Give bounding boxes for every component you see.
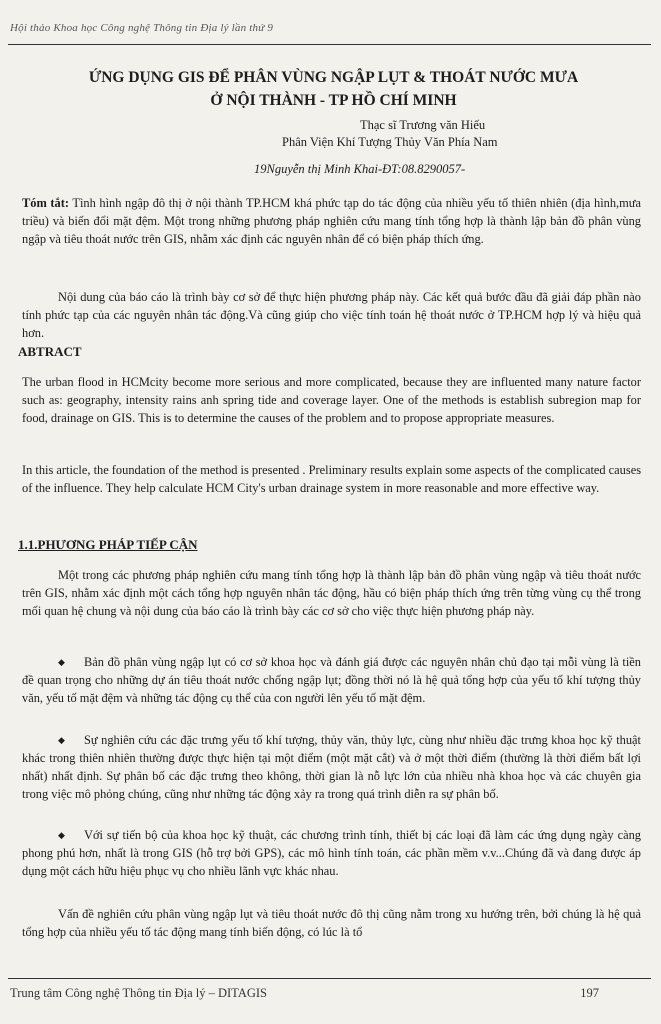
author-block: [282, 117, 498, 151]
summary-paragraph-2: Nội dung của báo cáo là trình bày cơ sở để thực hiện phương pháp này. Các kết quả bước đầu đã giải đáp phần nào tính phức tạp của các nguyên nhân tác động.Và cũng giúp cho việc tính toán hệ thoát nước ở TP.HCM hợp lý và hiệu quả hơn.: [22, 290, 641, 340]
abstract-paragraph-1: The urban flood in HCMcity become more serious and more complicated, because they are influented many nature factor such as: geography, intensity rains anh spring tide and coverage layer. One of the methods is establish subregion map for food, drainage on GIS. This is to determine the causes of the problem and to propose appropriate measures.: [22, 375, 641, 425]
summary-text-1: Tình hình ngập đô thị ở nội thành TP.HCM khá phức tạp do tác động của nhiều yếu tố thiên nhiên (địa hình,mưa triều) và biến đổi mặt đệm. Một trong những phương pháp nghiên cứu mang tính tổng hợp là thành lập bản đồ phân vùng ngập và tiêu thoát nước trên GIS, nhằm xác định các nguyên nhân để có biện pháp thích ứng.: [22, 196, 642, 246]
section-paragraph-2: Vấn đề nghiên cứu phân vùng ngập lụt và tiêu thoát nước đô thị cũng nằm trong xu hướng trên, bởi chúng là hệ quả tổng hợp của nhiều yếu tố tác động mang tính biến động, có lúc là tổ: [22, 907, 641, 939]
author-affiliation: Phân Viện Khí Tượng Thủy Văn Phía Nam: [282, 135, 498, 149]
title-line-1: ỨNG DỤNG GIS ĐỂ PHÂN VÙNG NGẬP LỤT & THOÁT NƯỚC MƯA: [88, 69, 579, 86]
abstract-heading: ABTRACT: [18, 344, 82, 359]
header-rule: [8, 44, 651, 45]
summary-label: Tóm tắt:: [22, 196, 69, 210]
section-paragraph-1: Một trong các phương pháp nghiên cứu mang tính tổng hợp là thành lập bản đồ phân vùng ngập và tiêu thoát nước trên GIS, nhằm xác định một cách tổng hợp nguyên nhân tác động, hầu có biện pháp thích ứng trên từng vùng cụ thể trong mối quan hệ chung và nội dung của báo cáo là trình bày các cơ sở cho việc thực hiện phương pháp này.: [22, 568, 641, 618]
abstract-paragraph-2: In this article, the foundation of the method is presented . Preliminary results explain some aspects of the complicated causes of the influence. They help calculate HCM City's urban drainage system in more reasonable and more effective way.: [22, 463, 642, 495]
diamond-bullet-icon: ◆: [58, 657, 65, 667]
bullet-text-3: Với sự tiến bộ của khoa học kỹ thuật, các chương trình tính, thiết bị các loại đã làm các ứng dụng ngày càng phong phú hơn, nhất là trong GIS (hỗ trợ bởi GPS), các mô hình tính toán, các phần mềm v.v...Chúng đã và đang được áp dụng một cách hữu hiệu phục vụ cho nhiều lãnh vực khác nhau.: [22, 828, 641, 878]
footer-rule: [8, 978, 651, 979]
paper-title: [24, 66, 643, 112]
bullet-text-2: Sự nghiên cứu các đặc trưng yếu tố khí tượng, thủy văn, thủy lực, cùng như nhiều đặc trưng khoa học kỹ thuật khác trong thiên nhiên thường được thực hiện tại một điểm (một mặt cắt) và ở một thời điểm (thường là thời điểm bất lợi nhất) nhất định. Sự phân bố các đặc trưng theo không, thời gian là nỗ lực lớn của nhiều nhà khoa học và các chuyên gia trong việc mô phỏng chúng, cũng như những tác động xảy ra trong quá trình diễn ra sự phân bố.: [22, 733, 641, 801]
bullet-item-2: [22, 731, 641, 803]
summary-paragraph-1: [22, 194, 641, 248]
diamond-bullet-icon: ◆: [58, 735, 65, 745]
bullet-item-3: [22, 826, 641, 880]
footer-text: Trung tâm Công nghệ Thông tin Địa lý – DITAGIS: [10, 986, 267, 1000]
bullet-item-1: [22, 653, 641, 707]
title-line-2: Ở NỘI THÀNH - TP HỒ CHÍ MINH: [210, 92, 457, 109]
running-header: Hội thảo Khoa học Công nghệ Thông tin Địa lý lần thứ 9: [10, 22, 274, 34]
diamond-bullet-icon: ◆: [58, 830, 65, 840]
author-name: Thạc sĩ Trương văn Hiếu: [360, 118, 486, 132]
section-heading: 1.1.PHƯƠNG PHÁP TIẾP CẬN: [18, 537, 198, 552]
bullet-text-1: Bản đồ phân vùng ngập lụt có cơ sở khoa học và đánh giá được các nguyên nhân chủ đạo tại mỗi vùng là tiền đề quan trọng cho những dự án tiêu thoát nước chống ngập lụt; đồng thời nó là hệ quả tổng hợp của yếu tố khí tượng thủy văn, yếu tố mặt đệm và những tác động cụ thể của con người lên yếu tố mặt đệm.: [22, 655, 641, 705]
author-address: 19Nguyễn thị Minh Khai-ĐT:08.8290057-: [254, 162, 466, 176]
page-number: 197: [580, 986, 599, 1000]
